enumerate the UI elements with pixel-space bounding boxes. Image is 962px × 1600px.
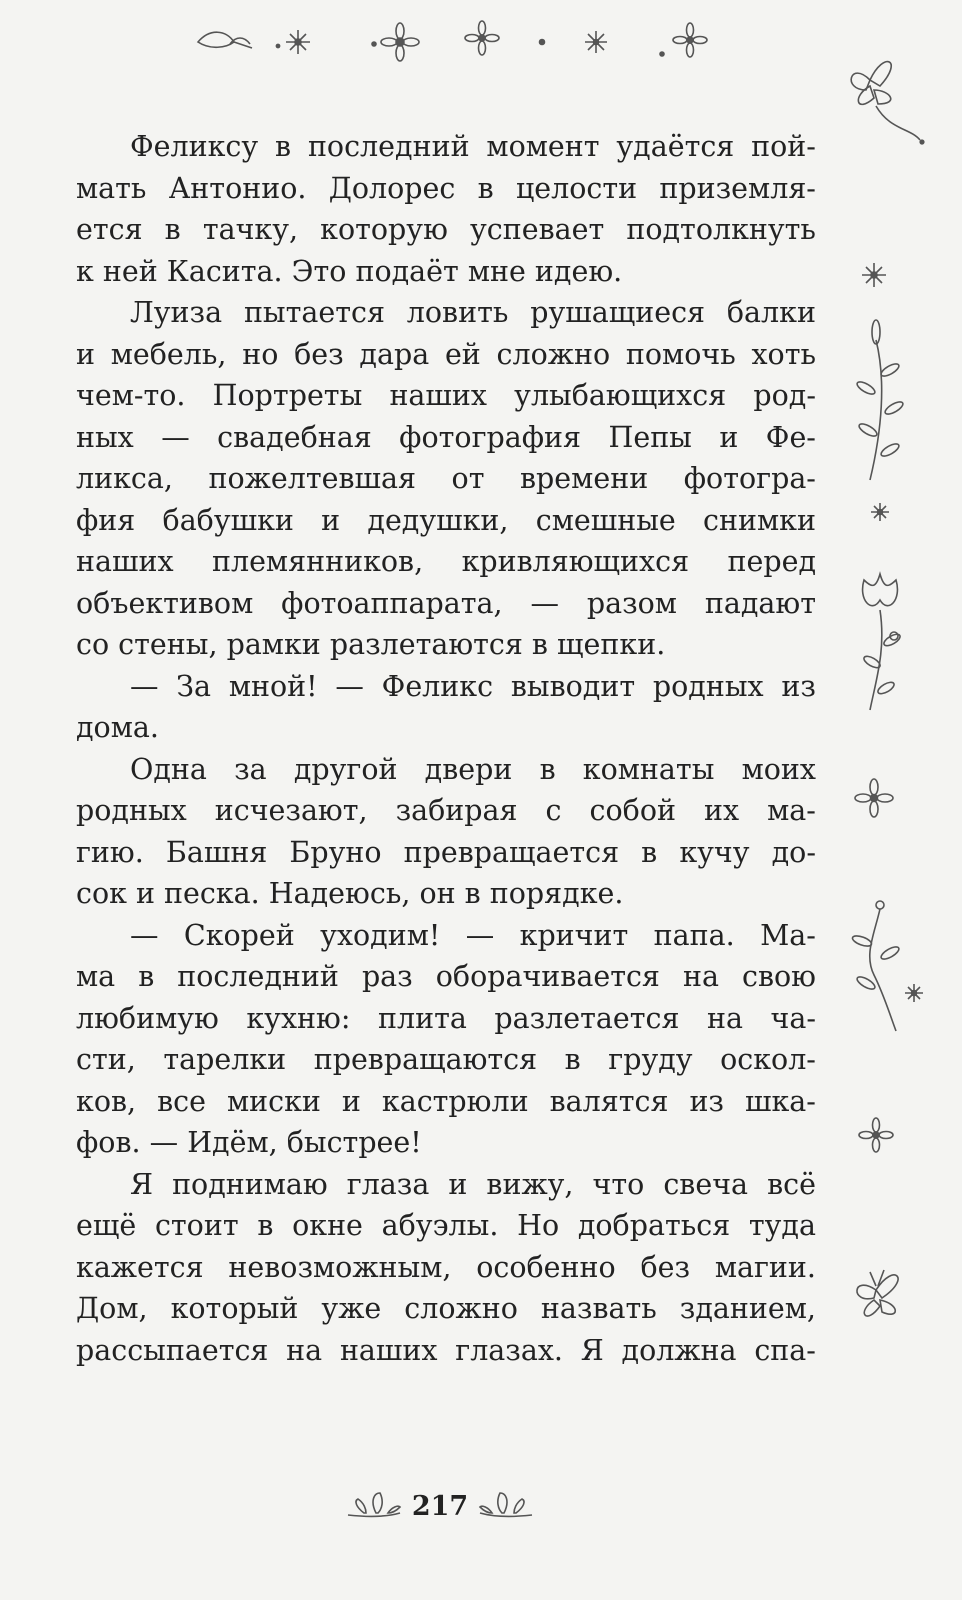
- word: добраться: [577, 1209, 731, 1242]
- text-line-content: сок и песка. Надеюсь, он в порядке.: [76, 877, 624, 910]
- word: раз: [361, 960, 413, 993]
- word: бабушки: [162, 503, 294, 537]
- word: ков,: [76, 1084, 137, 1118]
- word: балки: [726, 296, 816, 329]
- flower-branch-icon: [851, 901, 923, 1031]
- word: сложно: [404, 1292, 518, 1325]
- word: все: [157, 1084, 206, 1118]
- word: в: [164, 213, 181, 246]
- word: —: [130, 669, 159, 703]
- word: собой: [589, 794, 676, 827]
- word: миски: [226, 1084, 321, 1118]
- word: в: [275, 130, 292, 163]
- word: целости: [515, 171, 638, 205]
- word: наших: [389, 379, 487, 412]
- text-line: [76, 375, 816, 417]
- text-line: [76, 790, 816, 832]
- word: и: [448, 1167, 468, 1201]
- text-line: [76, 583, 816, 625]
- word: чем-то.: [76, 379, 186, 412]
- word: любимую: [76, 1001, 219, 1035]
- flower-icon: [660, 23, 707, 57]
- word: приземля-: [659, 171, 816, 205]
- word: Луиза: [130, 296, 223, 329]
- word: абуэлы.: [381, 1209, 499, 1242]
- text-line: [76, 334, 816, 376]
- word: которую: [320, 213, 448, 246]
- word: магии.: [714, 1250, 816, 1284]
- word: в: [641, 835, 658, 869]
- word: назвать: [540, 1292, 657, 1325]
- word: что: [592, 1167, 645, 1201]
- word: но: [242, 337, 279, 371]
- word: свою: [741, 960, 816, 993]
- word: наших: [339, 1333, 438, 1367]
- word: ещё: [76, 1209, 137, 1242]
- word: оборачивается: [435, 960, 660, 993]
- word: сти,: [76, 1043, 136, 1076]
- word: без: [640, 1250, 691, 1284]
- word: —: [530, 586, 559, 620]
- word: времени: [520, 462, 649, 495]
- text-line-content: фов. — Идём, быстрее!: [76, 1126, 422, 1159]
- word: двери: [424, 752, 513, 786]
- word: ных: [76, 420, 134, 454]
- word: на: [706, 1001, 743, 1035]
- flower-icon: [855, 779, 893, 817]
- word: ликса,: [76, 462, 173, 495]
- word: моих: [741, 752, 816, 786]
- word: кучу: [679, 835, 750, 869]
- word: Я: [130, 1167, 154, 1201]
- word: плита: [377, 1001, 467, 1035]
- word: тарелки: [163, 1043, 287, 1076]
- text-line: [76, 417, 816, 459]
- flower-icon: [859, 1118, 893, 1152]
- top-ornament: [190, 18, 750, 64]
- text-line: [76, 1205, 816, 1247]
- word: кастрюли: [381, 1084, 529, 1118]
- text-line: [76, 998, 816, 1040]
- word: глаза: [346, 1167, 430, 1201]
- word: подтолкнуть: [626, 213, 816, 246]
- word: Феликс: [381, 669, 494, 703]
- word: поднимаю: [172, 1167, 328, 1201]
- text-line: [76, 1164, 816, 1206]
- word: ма: [76, 960, 116, 993]
- word: падают: [704, 586, 816, 620]
- word: Феликсу: [130, 130, 259, 163]
- word: груду: [608, 1043, 693, 1076]
- word: помочь: [625, 337, 736, 371]
- word: в: [477, 171, 494, 205]
- flower-branch-icon: [862, 574, 902, 710]
- word: превращается: [403, 835, 620, 869]
- word: успевает: [469, 213, 605, 246]
- word: Бруно: [289, 835, 382, 869]
- word: и: [76, 337, 95, 371]
- word: фотоаппарата,: [281, 586, 503, 620]
- word: их: [704, 794, 740, 827]
- flower-icon: [862, 263, 886, 287]
- word: рассыпается: [76, 1333, 269, 1367]
- word: комнаты: [582, 752, 715, 786]
- side-ornament: [840, 50, 950, 1350]
- word: кажется: [76, 1250, 204, 1284]
- word: ей: [444, 337, 481, 371]
- word: рушащиеся: [530, 296, 706, 329]
- flower-icon: [372, 23, 419, 61]
- word: от: [451, 462, 485, 495]
- word: до-: [771, 835, 816, 869]
- word: сложно: [496, 337, 611, 371]
- text-line: [76, 749, 816, 791]
- word: хоть: [751, 337, 816, 371]
- word: зданием,: [679, 1292, 816, 1325]
- text-line: [76, 666, 816, 708]
- word: объективом: [76, 586, 254, 620]
- word: стоит: [154, 1209, 239, 1242]
- text-line-content: к ней Касита. Это подаёт мне идею.: [76, 254, 623, 288]
- word: который: [170, 1292, 299, 1325]
- word: тачку,: [202, 213, 299, 246]
- word: разлетается: [494, 1001, 680, 1035]
- word: забирая: [395, 794, 518, 827]
- text-line: [76, 251, 816, 293]
- word: в: [138, 960, 155, 993]
- word: дедушки,: [367, 503, 509, 537]
- word: уже: [321, 1292, 382, 1325]
- page-footer: [340, 1484, 540, 1528]
- body-text: [76, 126, 816, 1371]
- word: смешные: [535, 503, 676, 537]
- text-line: [76, 500, 816, 542]
- word: ча-: [770, 1001, 816, 1035]
- word: туда: [748, 1209, 816, 1242]
- word: выводит: [510, 669, 636, 703]
- word: и: [719, 420, 739, 454]
- word: должна: [621, 1333, 737, 1367]
- word: момент: [486, 130, 600, 163]
- word: за: [234, 752, 267, 786]
- left-flourish-icon: [346, 1491, 402, 1521]
- word: невозможным,: [228, 1250, 452, 1284]
- word: перед: [727, 545, 816, 578]
- leaf-sprig-icon: [198, 32, 252, 48]
- word: глазах.: [455, 1333, 563, 1367]
- word: ловить: [406, 296, 509, 329]
- leaf-branch-icon: [855, 320, 904, 480]
- word: —: [130, 918, 159, 952]
- word: дара: [359, 337, 430, 371]
- word: без: [294, 337, 344, 371]
- butterfly-icon: [851, 62, 924, 144]
- text-line: [76, 1330, 816, 1372]
- page-number: 217: [411, 1490, 469, 1522]
- word: мебель,: [110, 337, 227, 371]
- word: фия: [76, 503, 136, 537]
- text-line: [76, 1122, 816, 1164]
- word: Но: [517, 1209, 560, 1242]
- word: гию.: [76, 835, 144, 869]
- word: последний: [177, 960, 339, 993]
- word: спа-: [754, 1333, 816, 1367]
- text-line: [76, 1081, 816, 1123]
- word: пытается: [243, 296, 385, 329]
- text-line: [76, 956, 816, 998]
- word: Антонио.: [168, 171, 307, 205]
- word: Пепы: [608, 420, 692, 454]
- flower-icon: [871, 503, 889, 521]
- word: валятся: [549, 1084, 669, 1118]
- word: родных: [76, 794, 187, 827]
- text-line: [76, 209, 816, 251]
- word: ма-: [767, 794, 816, 827]
- word: Скорей: [183, 918, 295, 952]
- text-line-content: со стены, рамки разлетаются в щепки.: [76, 628, 666, 661]
- word: пой-: [751, 130, 816, 163]
- word: на: [682, 960, 719, 993]
- word: другой: [293, 752, 398, 786]
- text-line: [76, 1039, 816, 1081]
- word: и: [341, 1084, 361, 1118]
- flower-icon: [465, 21, 499, 55]
- word: всё: [767, 1167, 816, 1201]
- word: с: [545, 794, 562, 827]
- word: племянников,: [211, 545, 424, 578]
- word: —: [161, 420, 190, 454]
- word: наших: [76, 545, 174, 578]
- word: Портреты: [212, 379, 363, 412]
- text-line: [76, 541, 816, 583]
- word: Одна: [130, 752, 207, 786]
- text-line: [76, 1247, 816, 1289]
- word: превращаются: [313, 1043, 538, 1076]
- word: —: [465, 918, 495, 952]
- word: кухню:: [246, 1001, 351, 1035]
- word: свадебная: [217, 420, 372, 454]
- word: кривляющихся: [461, 545, 690, 578]
- word: родных: [652, 669, 764, 703]
- word: За: [176, 669, 212, 703]
- word: фотография: [399, 420, 582, 454]
- text-line: [76, 168, 816, 210]
- word: Дом,: [76, 1292, 148, 1325]
- text-line: [76, 1288, 816, 1330]
- butterfly-icon: [857, 1270, 898, 1316]
- text-line: [76, 624, 816, 666]
- word: —: [335, 669, 364, 703]
- word: мать: [76, 171, 147, 205]
- word: из: [689, 1084, 724, 1118]
- word: свеча: [663, 1167, 749, 1201]
- text-line: [76, 832, 816, 874]
- word: пожелтевшая: [208, 462, 416, 495]
- text-line: [76, 873, 816, 915]
- text-line: [76, 458, 816, 500]
- word: оскол-: [720, 1043, 816, 1076]
- flower-icon: [585, 31, 607, 53]
- word: Долорес: [328, 171, 456, 205]
- right-flourish-icon: [478, 1491, 534, 1521]
- word: кричит: [519, 918, 629, 952]
- word: Я: [580, 1333, 604, 1367]
- flower-icon: [276, 30, 310, 54]
- word: удаётся: [616, 130, 735, 163]
- text-line: [76, 126, 816, 168]
- word: последний: [307, 130, 470, 163]
- word: папа.: [653, 918, 735, 952]
- word: из: [781, 669, 816, 703]
- word: в: [564, 1043, 581, 1076]
- word: окне: [292, 1209, 363, 1242]
- word: уходим!: [320, 918, 441, 952]
- text-line: [76, 707, 816, 749]
- word: Фе-: [765, 420, 816, 454]
- word: в: [257, 1209, 274, 1242]
- word: Ма-: [760, 918, 816, 952]
- word: Башня: [165, 835, 268, 869]
- word: улыбающихся: [514, 379, 727, 412]
- word: снимки: [703, 503, 816, 537]
- word: разом: [586, 586, 677, 620]
- dot-icon: [540, 40, 545, 45]
- text-line-content: дома.: [76, 711, 159, 744]
- word: шка-: [744, 1084, 816, 1118]
- word: фотогра-: [683, 462, 816, 495]
- text-line: [76, 292, 816, 334]
- word: на: [286, 1333, 323, 1367]
- word: в: [539, 752, 556, 786]
- word: мной!: [228, 669, 318, 703]
- word: особенно: [476, 1250, 616, 1284]
- word: ется: [76, 213, 143, 246]
- word: исчезают,: [214, 794, 368, 827]
- word: род-: [753, 379, 816, 412]
- word: и: [321, 503, 341, 537]
- word: вижу,: [486, 1167, 574, 1201]
- text-line: [76, 915, 816, 957]
